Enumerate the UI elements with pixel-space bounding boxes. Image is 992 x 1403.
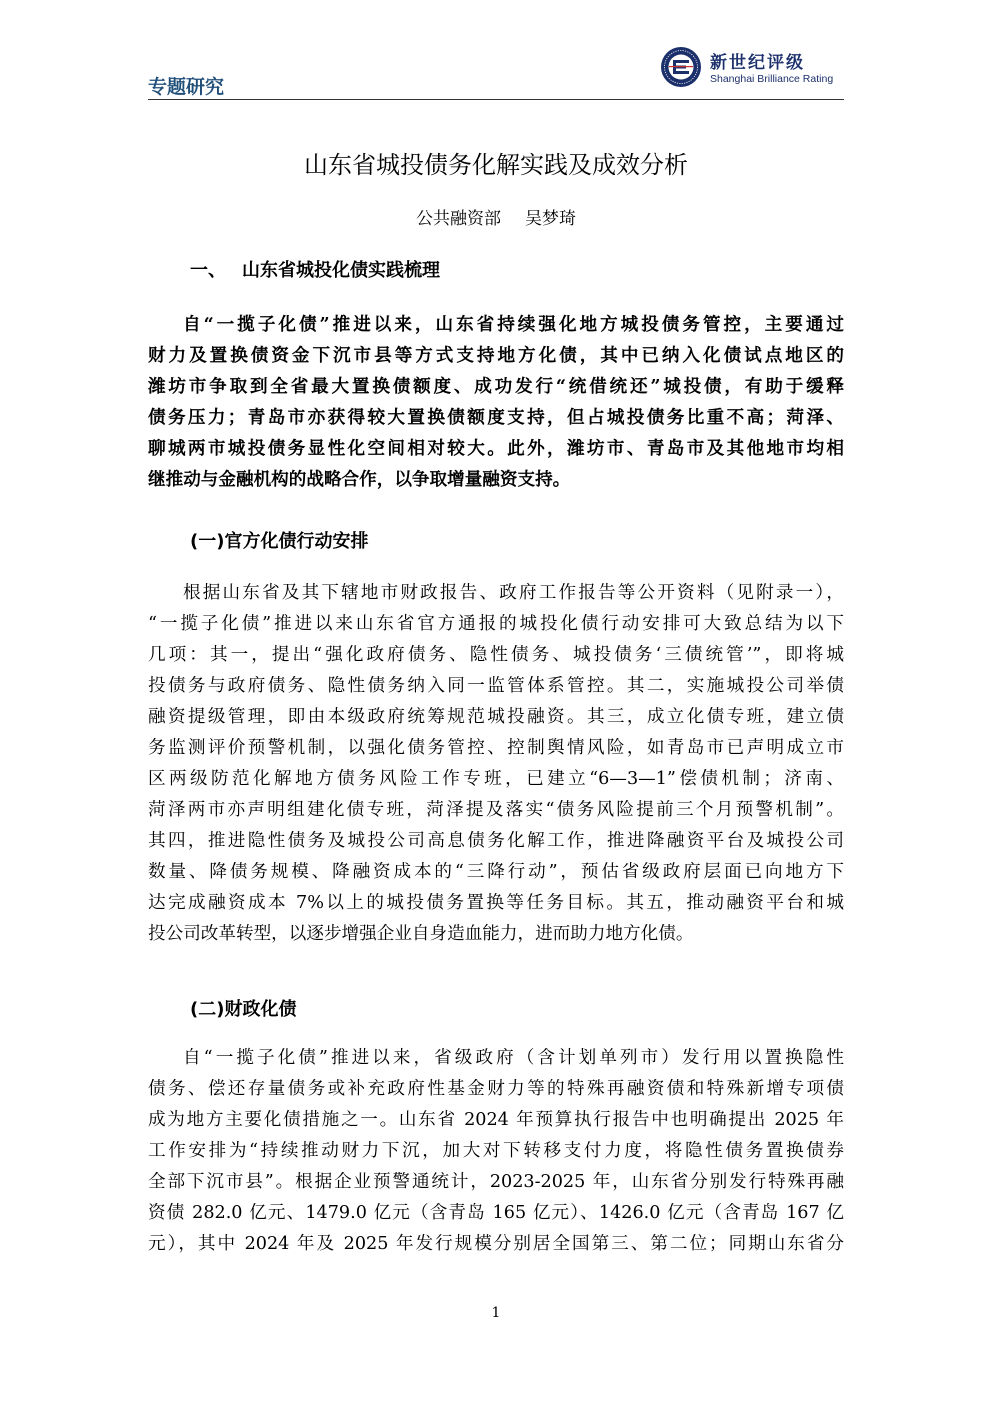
paragraph-line: 债务、偿还存量债务或补充政府性基金财力等的特殊再融资债和特殊新增专项债 — [148, 1079, 844, 1099]
paragraph-line: 区两级防范化解地方债务风险工作专班，已建立“6—3—1”偿债机制；济南、 — [148, 769, 844, 789]
paragraph-line: 融资提级管理，即由本级政府统筹规范城投融资。其三，成立化债专班，建立债 — [148, 707, 844, 727]
page-header — [148, 40, 844, 100]
logo-chinese-name: 新世纪评级 — [710, 53, 805, 73]
brand-logo — [660, 46, 844, 90]
page-number: 1 — [491, 1305, 501, 1321]
author-department: 公共融资部 — [416, 209, 501, 229]
body-paragraph — [148, 578, 844, 950]
paragraph-line: 全部下沉市县”。根据企业预警通统计，2023-2025 年，山东省分别发行特殊再融 — [148, 1172, 844, 1192]
section-number: 一、 — [190, 260, 226, 281]
paragraph-line: 务监测评价预警机制，以强化债务管控、控制舆情风险，如青岛市已声明成立市 — [148, 738, 844, 758]
paragraph-line: 菏泽两市亦声明组建化债专班，菏泽提及落实“债务风险提前三个月预警机制”。 — [148, 800, 844, 820]
subsection-heading: (二)财政化债 — [190, 999, 297, 1020]
paragraph-line: 其四，推进隐性债务及城投公司高息债务化解工作，推进降融资平台及城投公司 — [148, 831, 844, 851]
brilliance-logo-icon — [660, 46, 702, 88]
paragraph-line: 潍坊市争取到全省最大置换债额度、成功发行“统借统还”城投债，有助于缓释 — [148, 376, 844, 397]
paragraph-line: 财力及置换债资金下沉市县等方式支持地方化债，其中已纳入化债试点地区的 — [148, 345, 844, 366]
document-title: 山东省城投债务化解实践及成效分析 — [304, 151, 688, 179]
paragraph-line: 投公司改革转型，以逐步增强企业自身造血能力，进而助力地方化债。 — [148, 924, 694, 944]
summary-paragraph — [148, 309, 844, 495]
subsection-heading: (一)官方化债行动安排 — [190, 531, 369, 552]
header-divider — [148, 99, 844, 100]
paragraph-line: 继推动与金融机构的战略合作，以争取增量融资支持。 — [148, 469, 571, 490]
paragraph-line: 自“一揽子化债”推进以来，山东省持续强化地方城投债务管控，主要通过 — [183, 314, 844, 335]
paragraph-line: “一揽子化债”推进以来山东省官方通报的城投化债行动安排可大致总结为以下 — [148, 614, 844, 634]
document-authors — [148, 204, 844, 229]
body-paragraph — [148, 1043, 844, 1260]
paragraph-line: 根据山东省及其下辖地市财政报告、政府工作报告等公开资料（见附录一）， — [183, 583, 844, 603]
section-label: 专题研究 — [148, 76, 225, 98]
paragraph-line: 成为地方主要化债措施之一。山东省 2024 年预算执行报告中也明确提出 2025 年 — [148, 1110, 844, 1130]
paragraph-line: 聊城两市城投债务显性化空间相对较大。此外，潍坊市、青岛市及其他地市均相 — [148, 438, 844, 459]
paragraph-line: 投债务与政府债务、隐性债务纳入同一监管体系管控。其二，实施城投公司举债 — [148, 676, 844, 696]
paragraph-line: 元），其中 2024 年及 2025 年发行规模分别居全国第三、第二位；同期山东省分 — [148, 1234, 844, 1254]
logo-english-name: Shanghai Brilliance Rating — [710, 73, 834, 85]
paragraph-line: 数量、降债务规模、降融资成本的“三降行动”，预估省级政府层面已向地方下 — [148, 862, 844, 882]
paragraph-line: 工作安排为“持续推动财力下沉，加大对下转移支付力度，将隐性债务置换债券 — [148, 1141, 844, 1161]
section-title: 山东省城投化债实践梳理 — [242, 260, 440, 281]
paragraph-line: 达完成融资成本 7%以上的城投债务置换等任务目标。其五，推动融资平台和城 — [148, 893, 844, 913]
paragraph-line: 几项：其一，提出“强化政府债务、隐性债务、城投债务‘三债统管’”，即将城 — [148, 645, 844, 665]
author-name: 吴梦琦 — [525, 209, 576, 229]
paragraph-line: 自“一揽子化债”推进以来，省级政府（含计划单列市）发行用以置换隐性 — [183, 1048, 844, 1068]
paragraph-line: 资债 282.0 亿元、1479.0 亿元（含青岛 165 亿元）、1426.0 亿元（含青岛 167 亿 — [148, 1203, 844, 1223]
paragraph-line: 债务压力；青岛市亦获得较大置换债额度支持，但占城投债务比重不高；菏泽、 — [148, 407, 844, 428]
section-heading — [190, 256, 440, 282]
